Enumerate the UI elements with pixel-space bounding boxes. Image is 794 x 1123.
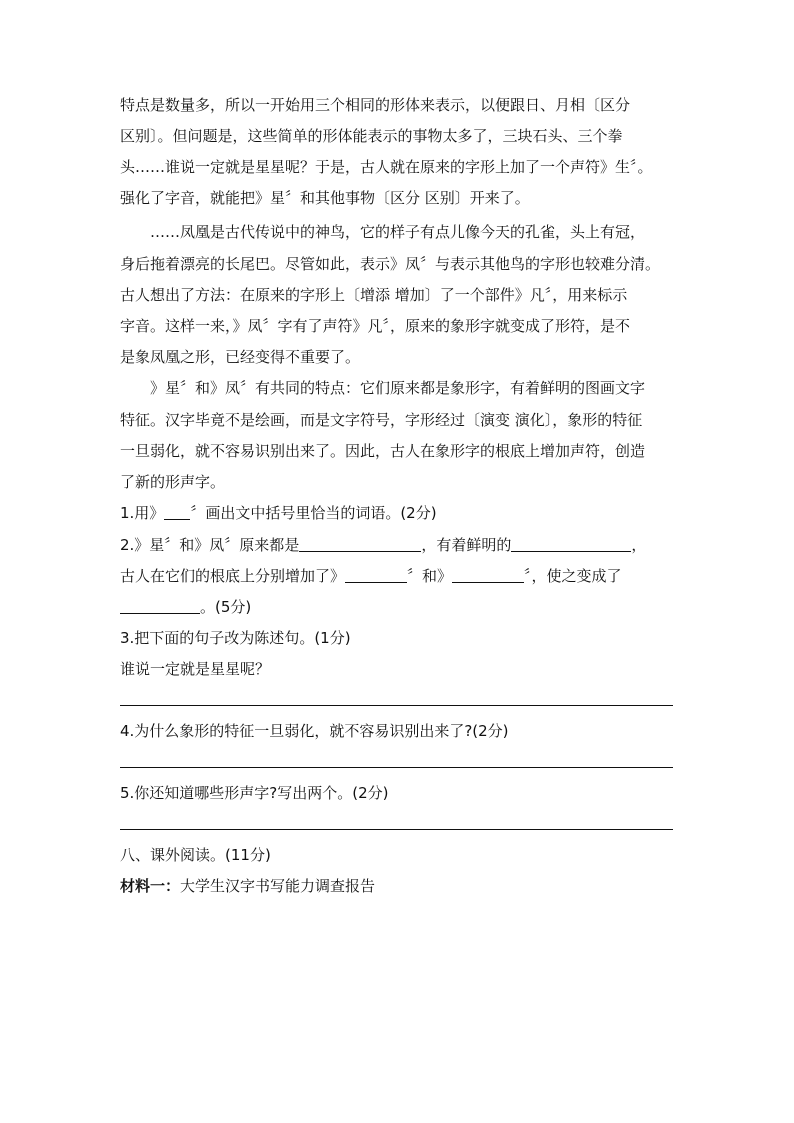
- passage-line: ……凤凰是古代传说中的神鸟，它的样子有点儿像今天的孔雀，头上有冠，: [150, 223, 646, 241]
- passage-line: 区别〕。但问题是，这些简单的形体能表示的事物太多了，三块石头、三个拳: [120, 127, 623, 145]
- question-2-text: 〞和》: [407, 567, 453, 585]
- passage-line: 强化了字音，就能把》星〞和其他事物〔区分 区别〕开来了。: [120, 189, 530, 207]
- section-heading: 八、课外阅读。(11分): [120, 846, 271, 864]
- passage-line: 是象凤凰之形，已经变得不重要了。: [120, 348, 361, 366]
- answer-blank[interactable]: [120, 598, 200, 614]
- passage-line: 了新的形声字。: [120, 473, 226, 491]
- question-1-text: 〞画出文中括号里恰当的词语。(2分): [190, 504, 437, 522]
- answer-blank[interactable]: [299, 536, 421, 552]
- passage-line: 特点是数量多，所以一开始用三个相同的形体来表示，以便跟日、月相〔区分: [120, 96, 631, 114]
- passage-line: 字音。这样一来，》凤〞字有了声符》凡〞，原来的象形字就变成了形符，是不: [120, 317, 631, 335]
- question-2-line-2: [120, 566, 680, 586]
- question-2-text: 古人在它们的根底上分别增加了》: [120, 567, 346, 585]
- passage-line: 头……谁说一定就是星星呢？于是，古人就在原来的字形上加了一个声符》生〞。: [120, 158, 653, 176]
- answer-blank[interactable]: [452, 567, 524, 583]
- question-3-sentence: 谁说一定就是星星呢？: [120, 660, 271, 678]
- passage-line: 身后拖着漂亮的长尾巴。尽管如此，表示》凤〞与表示其他鸟的字形也较难分清。: [120, 255, 661, 273]
- question-2-text: ，有着鲜明的: [421, 536, 512, 554]
- answer-blank[interactable]: [164, 504, 190, 520]
- question-4: 4.为什么象形的特征一旦弱化，就不容易识别出来了?(2分): [120, 722, 509, 740]
- passage-line: 》星〞和》凤〞有共同的特点：它们原来都是象形字，有着鲜明的图画文字: [150, 379, 646, 397]
- answer-blank[interactable]: [511, 536, 631, 552]
- question-2-line-3: [120, 597, 680, 617]
- material-label: 材料一：: [120, 877, 181, 895]
- passage-line: 古人想出了方法：在原来的字形上〔增添 增加〕了一个部件》凡〞，用来标示: [120, 286, 628, 304]
- question-1: [120, 503, 680, 523]
- answer-blank[interactable]: [345, 567, 407, 583]
- question-5: 5.你还知道哪些形声字?写出两个。(2分): [120, 784, 389, 802]
- material-title-text: 大学生汉字书写能力调查报告: [180, 877, 376, 895]
- question-3: 3.把下面的句子改为陈述句。(1分): [120, 629, 351, 647]
- answer-line[interactable]: [120, 829, 673, 830]
- question-2-text: 。(5分): [200, 598, 252, 616]
- question-1-prefix: 1.用》: [120, 504, 165, 522]
- question-2-line-1: [120, 535, 680, 555]
- passage-line: 特征。汉字毕竟不是绘画，而是文字符号，字形经过〔演变 演化〕，象形的特征: [120, 411, 643, 429]
- answer-line[interactable]: [120, 767, 673, 768]
- material-title: [120, 876, 680, 896]
- answer-line[interactable]: [120, 705, 673, 706]
- question-2-text: ，: [631, 536, 647, 554]
- question-2-text: 2.》星〞和》凤〞原来都是: [120, 536, 300, 554]
- question-2-text: 〞，使之变成了: [524, 567, 622, 585]
- passage-line: 一旦弱化，就不容易识别出来了。因此，古人在象形字的根底上增加声符，创造: [120, 442, 646, 460]
